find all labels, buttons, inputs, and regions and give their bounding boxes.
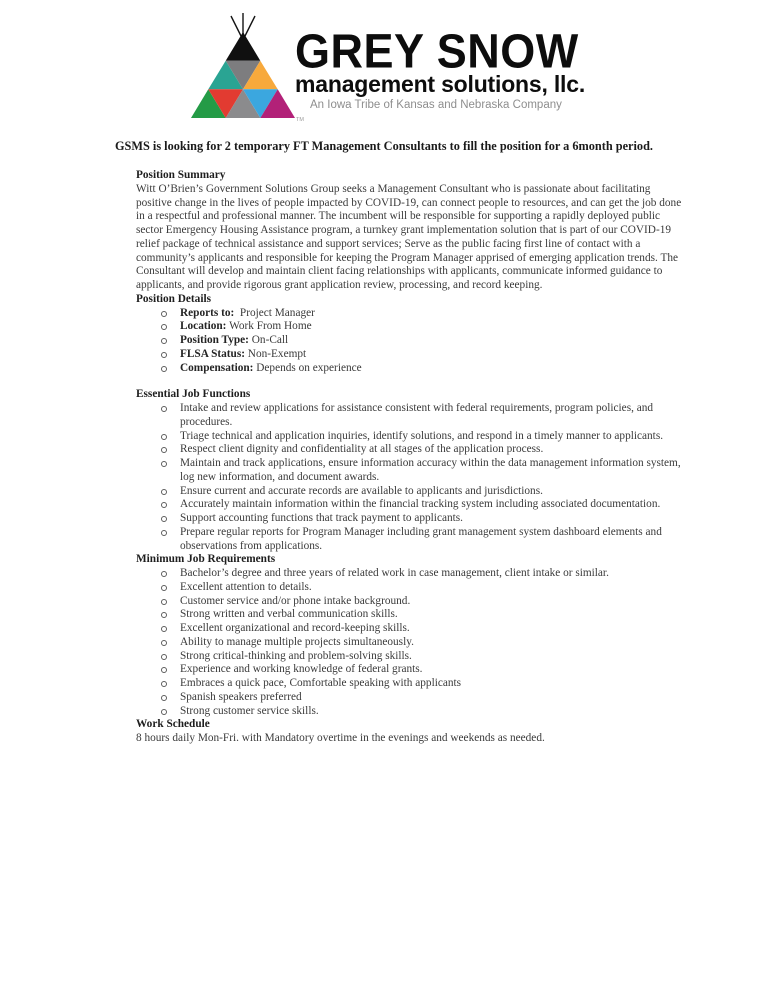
brand-tagline: An Iowa Tribe of Kansas and Nebraska Company — [310, 99, 562, 111]
detail-label: Position Type: — [180, 334, 249, 346]
list-item — [160, 348, 682, 362]
section-position-details — [136, 293, 682, 376]
brand-subtitle: management solutions, llc. — [295, 71, 586, 97]
position-details-list — [136, 307, 682, 376]
section-heading: Essential Job Functions — [136, 388, 251, 401]
section-paragraph: 8 hours daily Mon-Fri. with Mandatory overtime in the evenings and weekends as needed. — [136, 732, 545, 744]
detail-label: Reports to: — [180, 306, 235, 319]
section-work-schedule — [136, 718, 682, 746]
list-item — [160, 334, 682, 348]
list-item: Maintain and track applications, ensure information accuracy within the data management information system, log new information, and document awards. — [160, 457, 682, 485]
list-item: Accurately maintain information within the financial tracking system including associated documentation. — [160, 498, 682, 512]
detail-label: Compensation: — [180, 361, 254, 374]
list-item: Excellent organizational and record-keeping skills. — [160, 622, 682, 636]
logo — [183, 10, 768, 122]
list-item: Experience and working knowledge of federal grants. — [160, 663, 682, 677]
list-item: Embraces a quick pace, Comfortable speaking with applicants — [160, 677, 682, 691]
trademark-mark: TM — [296, 117, 304, 122]
minimum-requirements-list — [136, 567, 682, 718]
section-heading: Position Summary — [136, 169, 226, 181]
list-item: Strong critical-thinking and problem-solving skills. — [160, 650, 682, 664]
detail-value: Project Manager — [234, 306, 315, 319]
section-paragraph: Witt O’Brien’s Government Solutions Group seeks a Management Consultant who is passionate about facilitating positive change in the lives of people impacted by COVID-19, can connect people to resources, and can get the job done in a respectful and professional manner. The incumbent will be responsible for supporting a rapidly deployed public sector Emergency Housing Assistance program, a turnkey grant implementation solution that is part of our COVID-19 relief package of technical assistance and support services; Serve as the public facing first line of contact with a community’s applicants and responsible for keeping the Program Manager apprised of emerging application trends. The Consultant will develop and maintain client facing relationships with applicants, communicate informed guidance to applicants, and provide rigorous grant application review, processing, and record keeping. — [136, 182, 682, 291]
list-item: Strong written and verbal communication skills. — [160, 608, 682, 622]
list-item: Support accounting functions that track payment to applicants. — [160, 512, 682, 526]
section-position-summary — [136, 169, 682, 293]
headline: GSMS is looking for 2 temporary FT Management Consultants to fill the position for a 6month period. — [114, 139, 653, 153]
list-item: Prepare regular reports for Program Manager including grant management system dashboard elements and observations from applications. — [160, 526, 682, 554]
detail-value: Depends on experience — [253, 361, 362, 374]
section-essential-job-functions — [136, 388, 682, 553]
list-item: Triage technical and application inquiries, identify solutions, and respond in a timely manner to applicants. — [160, 430, 682, 444]
section-heading: Work Schedule — [136, 718, 210, 731]
list-item — [160, 320, 682, 334]
teepee-logo-icon — [183, 10, 305, 122]
section-heading: Position Details — [136, 292, 211, 305]
list-item: Respect client dignity and confidentiality at all stages of the application process. — [160, 443, 682, 457]
essential-functions-list — [136, 402, 682, 553]
list-item: Intake and review applications for assistance consistent with federal requirements, program policies, and procedures. — [160, 402, 682, 430]
section-minimum-job-requirements — [136, 553, 682, 718]
teepee-panel-black — [226, 32, 261, 61]
logo-text — [295, 10, 585, 112]
detail-value: On-Call — [248, 334, 289, 346]
brand-name: GREY SNOW — [295, 23, 579, 79]
list-item — [160, 307, 682, 321]
list-item: Ability to manage multiple projects simultaneously. — [160, 636, 682, 650]
detail-value: Non-Exempt — [244, 347, 307, 360]
list-item: Customer service and/or phone intake background. — [160, 595, 682, 609]
list-item — [160, 362, 682, 376]
detail-value: Work From Home — [226, 320, 312, 333]
detail-label: FLSA Status: — [180, 347, 245, 360]
document-body — [136, 169, 682, 746]
list-item: Excellent attention to details. — [160, 581, 682, 595]
list-item: Ensure current and accurate records are available to applicants and jurisdictions. — [160, 485, 682, 499]
section-heading: Minimum Job Requirements — [136, 553, 276, 566]
detail-label: Location: — [180, 320, 227, 333]
list-item: Bachelor’s degree and three years of related work in case management, client intake or similar. — [160, 567, 682, 581]
list-item: Spanish speakers preferred — [160, 691, 682, 705]
list-item: Strong customer service skills. — [160, 705, 682, 719]
